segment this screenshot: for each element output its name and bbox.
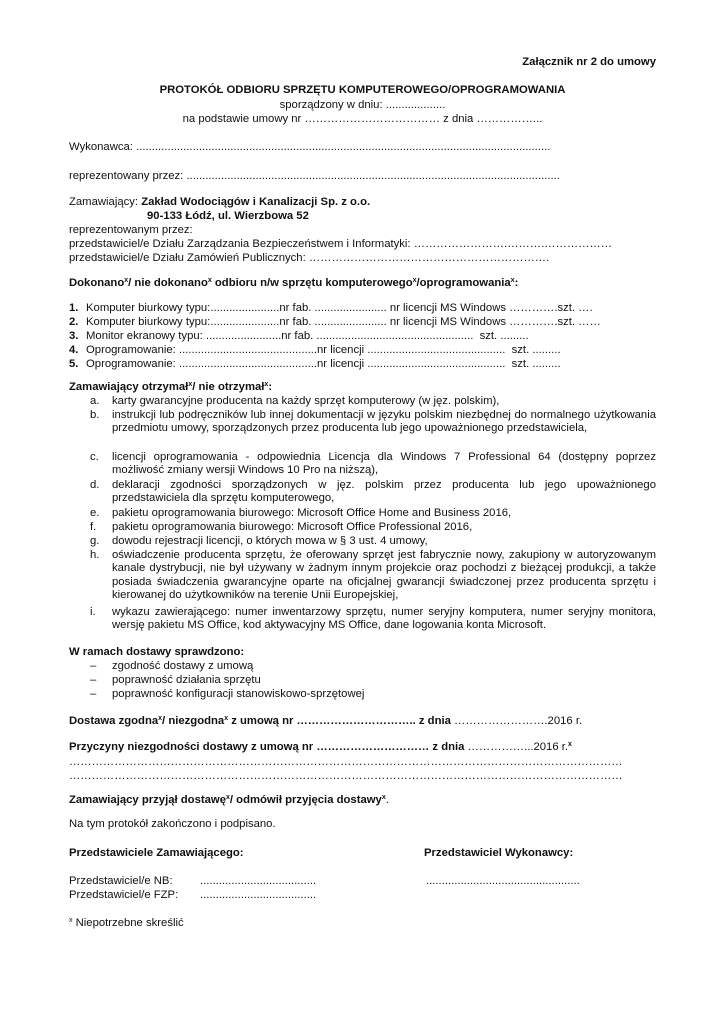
- footnote: $^x$ Niepotrzebne skreślić: [69, 917, 184, 929]
- orderer-address: 90-133 Łódź, ul. Wierzbowa 52: [147, 210, 309, 222]
- acceptance-heading: Dokonano$^x$/ nie dokonano$^x$ odbioru n/w sprzętu komputerowego$^x$/oprogramowania$^x$:: [69, 277, 519, 289]
- acceptance-item: Komputer biurkowy typu:......................nr fab. ....................... nr licencji MS Windows ………….szt. ….: [86, 302, 593, 314]
- check-item: zgodność dostawy z umową: [112, 660, 254, 672]
- list-item: licencji oprogramowania - odpowiednia Licencja dla Windows 7 Professional 64 (dostępny poprzez możliwość zmiany wersji Windows 10 Pro na niższą),: [112, 451, 656, 477]
- list-item: wykazu zawierającego: numer inwentarzowy sprzętu, numer seryjny komputera, numer seryjny monitora, wersję pakietu MS Office, kod aktywacyjny MS Office, dane logowania konta Microsoft.: [112, 606, 656, 632]
- representative-procurement-dept: przedstawiciel/e Działu Zamówień Publicznych: ……………………………………………………….: [69, 252, 550, 264]
- list-item: dowodu rejestracji licencji, o których mowa w § 3 ust. 4 umowy,: [112, 535, 428, 547]
- contractor-line: Wykonawca: ....................................................................................................................................: [69, 141, 551, 153]
- list-item: oświadczenie producenta sprzętu, że oferowany sprzęt jest fabrycznie nowy, zakupiony w autoryzowanym kanale dystrybucji, nie był używany w żadnym innym projekcie oraz pochodzi z bieżącej produkcji, a także posiada świadczenia gwarancyjne oparte na oficjalnej gwarancji świadczonej przez producenta sprzętu i kierowanej do użytkowników na terenie Unii Europejskiej,: [112, 549, 656, 601]
- list-item: pakietu oprogramowania biurowego: Microsoft Office Professional 2016,: [112, 521, 473, 533]
- checks-heading: W ramach dostawy sprawdzono:: [69, 646, 245, 658]
- acceptance-item: Oprogramowanie: ............................................nr licencji ............................................ szt. .........: [86, 344, 561, 356]
- orderer-line: [69, 196, 370, 209]
- list-marker: b.: [90, 409, 100, 421]
- orderer-label: Zamawiający:: [69, 196, 139, 208]
- contract-reference: na podstawie umowy nr ……………………………… z dnia ……………...: [182, 113, 543, 125]
- list-marker: d.: [90, 479, 100, 491]
- acceptance-item: Komputer biurkowy typu:......................nr fab. ....................... nr licencji MS Windows ………….szt. ……: [86, 316, 601, 328]
- orderer-name: Zakład Wodociągów i Kanalizacji Sp. z o.o.: [141, 196, 371, 208]
- acceptance-decision-line: Zamawiający przyjął dostawę$^x$/ odmówił przyjęcia dostawy$^x$.: [69, 794, 389, 806]
- dash-marker: –: [90, 660, 97, 672]
- fzp-representative-label: Przedstawiciel/e FZP:: [69, 889, 179, 901]
- list-item: deklaracji zgodności sporządzonych w jęz. polskim przez producenta lub jego upoważnionego przedstawiciela dla sprzętu komputerowego,: [112, 479, 656, 505]
- check-item: poprawność konfiguracji stanowiskowo-sprzętowej: [112, 688, 365, 700]
- contractor-signature-heading: Przedstawiciel Wykonawcy:: [424, 847, 574, 859]
- check-item: poprawność działania sprzętu: [112, 674, 261, 686]
- contractor-signature-line: .................................................: [426, 875, 580, 887]
- nb-signature-line: .....................................: [200, 875, 317, 887]
- list-marker: e.: [90, 507, 100, 519]
- list-marker: f.: [90, 521, 97, 533]
- acceptance-item: Oprogramowanie: ............................................nr licencji ............................................ szt. .........: [86, 358, 561, 370]
- list-marker: i.: [90, 606, 96, 618]
- dash-marker: –: [90, 688, 97, 700]
- representative-it-dept: przedstawiciel/e Działu Zarządzania Bezpieczeństwem i Informatyki: …………………….……….………………: [69, 238, 613, 250]
- reasons-dotted-line-2: …………………………………………………………………………………………………………………………………: [69, 770, 623, 782]
- list-item: instrukcji lub podręczników lub innej dokumentacji w języku polskim niezbędnej do normalnego użytkowania przedmiotu umowy, sporządzonych przez producenta lub jego upoważnionego przedstawiciela,: [112, 409, 656, 435]
- orderer-signatures-heading: Przedstawiciele Zamawiającego:: [69, 847, 244, 859]
- fzp-signature-line: .....................................: [200, 889, 317, 901]
- nonconformity-reasons-line: Przyczyny niezgodności dostawy z umową nr ………………………… z dnia ……………...2016 r.$^x$: [69, 741, 572, 753]
- list-marker: c.: [90, 451, 99, 463]
- drawn-up-date: sporządzony w dniu: ...................: [279, 99, 446, 111]
- reasons-dotted-line-1: …………………………………………………………………………………………………………………………………: [69, 756, 623, 768]
- delivery-conformity-line: Dostawa zgodna$^x$/ niezgodna$^x$ z umową nr ………………………….. z dnia …………………….2016 r.: [69, 715, 583, 727]
- list-item: karty gwarancyjne producenta na każdy sprzęt komputerowy (w jęz. polskim),: [112, 395, 500, 407]
- nb-representative-label: Przedstawiciel/e NB:: [69, 875, 173, 887]
- orderer-represented-by: reprezentowanym przez:: [69, 224, 193, 236]
- received-heading: Zamawiający otrzymał$^x$/ nie otrzymał$^x$:: [69, 381, 273, 393]
- contractor-representative-line: reprezentowany przez: .......................................................................................................................: [69, 170, 560, 182]
- list-marker: g.: [90, 535, 100, 547]
- acceptance-item-number: 4.: [69, 344, 79, 356]
- list-marker: a.: [90, 395, 100, 407]
- acceptance-item: Monitor ekranowy typu: ........................nr fab. .................................................. szt. .........: [86, 330, 529, 342]
- closing-statement: Na tym protokół zakończono i podpisano.: [69, 818, 276, 830]
- acceptance-item-number: 3.: [69, 330, 79, 342]
- list-marker: h.: [90, 549, 100, 561]
- acceptance-item-number: 1.: [69, 302, 79, 314]
- dash-marker: –: [90, 674, 97, 686]
- attachment-label: Załącznik nr 2 do umowy: [522, 56, 656, 68]
- acceptance-item-number: 2.: [69, 316, 79, 328]
- acceptance-item-number: 5.: [69, 358, 79, 370]
- list-item: pakietu oprogramowania biurowego: Microsoft Office Home and Business 2016,: [112, 507, 512, 519]
- document-title: PROTOKÓŁ ODBIORU SPRZĘTU KOMPUTEROWEGO/OPROGRAMOWANIA: [159, 84, 566, 96]
